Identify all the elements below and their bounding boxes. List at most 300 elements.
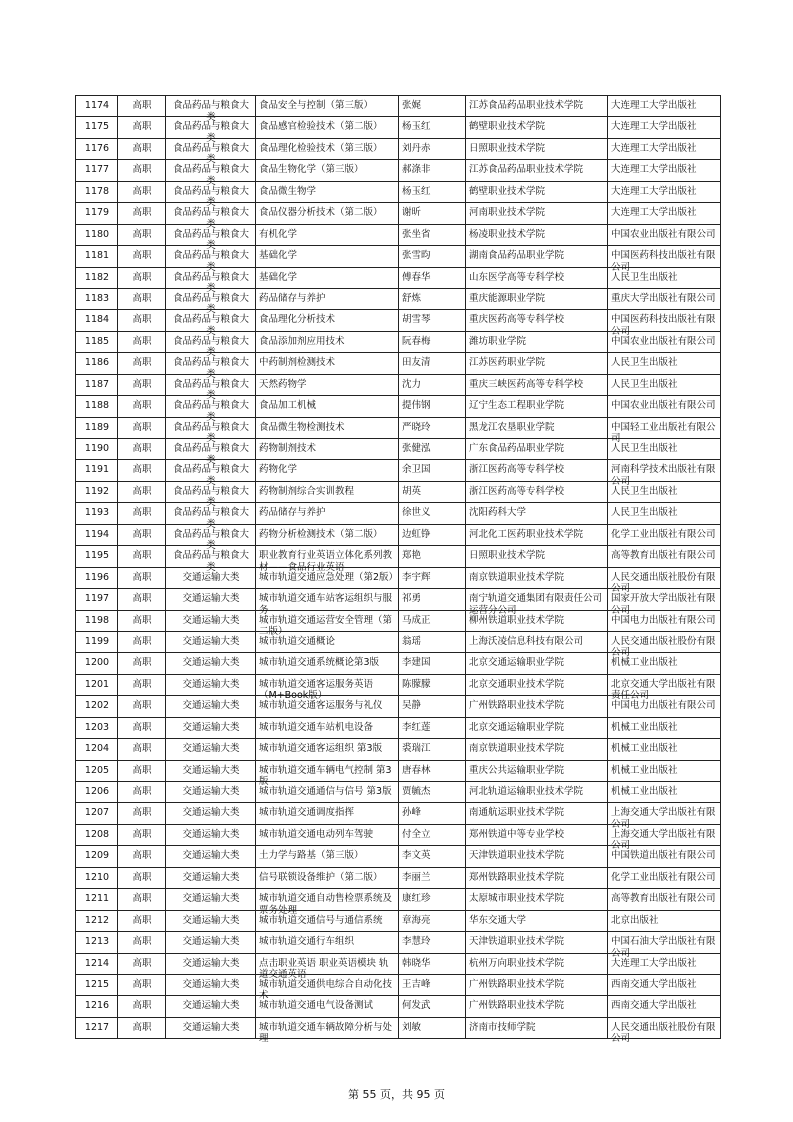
author-cell	[399, 246, 466, 267]
institution: 郑州铁道中等专业学校	[469, 828, 565, 840]
publisher-cell	[608, 867, 721, 888]
author-cell	[399, 396, 466, 417]
institution-cell	[466, 481, 608, 502]
level-cell	[118, 824, 166, 845]
book-title: 食品微生物检测技术	[259, 421, 345, 433]
category-cell	[166, 846, 256, 867]
table-row	[76, 160, 721, 181]
row-number-cell	[76, 589, 118, 610]
row-number: 1195	[84, 550, 110, 562]
category: 交通运输大类	[182, 700, 240, 712]
category-cell	[166, 739, 256, 760]
author: 李慧玲	[402, 936, 431, 948]
publisher: 国家开放大学出版社有限公司	[611, 593, 716, 616]
row-number: 1179	[84, 207, 110, 219]
author-cell	[399, 417, 466, 438]
author: 边虹铮	[402, 528, 431, 540]
author: 贾毓杰	[402, 786, 431, 797]
author-cell	[399, 288, 466, 309]
table-row	[76, 396, 721, 417]
category: 食品药品与粮食大类	[172, 485, 249, 509]
publisher-cell	[608, 674, 721, 702]
publisher: 人民卫生出版社	[611, 271, 678, 283]
publisher: 西南交通大学出版社	[611, 1000, 697, 1012]
publisher-cell	[608, 439, 721, 460]
book-title-cell	[256, 288, 399, 309]
level-cell	[118, 696, 166, 717]
author-cell	[399, 760, 466, 781]
row-number-cell	[76, 96, 118, 117]
publisher-cell	[608, 910, 721, 931]
book-title: 食品仪器分析技术（第二版）	[259, 207, 383, 219]
level-cell	[118, 181, 166, 202]
book-title-cell	[256, 1017, 399, 1045]
book-title: 基础化学	[259, 271, 298, 283]
book-title: 药物分析检测技术（第二版）	[259, 528, 383, 540]
institution-cell	[466, 674, 608, 695]
author-cell	[399, 953, 466, 974]
book-title-cell	[256, 96, 399, 117]
publisher-cell	[608, 310, 721, 337]
row-number-cell	[76, 460, 118, 481]
row-number: 1215	[84, 978, 110, 990]
row-number: 1198	[84, 614, 110, 626]
book-title: 城市轨道交通车辆故障分析与处理	[259, 1021, 393, 1045]
institution-cell	[466, 117, 608, 138]
row-number-cell	[76, 546, 118, 567]
level-cell	[118, 203, 166, 224]
institution: 江苏医药职业学院	[469, 357, 546, 369]
level: 高职	[132, 121, 152, 133]
category: 交通运输大类	[182, 978, 240, 990]
author: 吴静	[402, 700, 422, 712]
book-title-cell	[256, 160, 399, 181]
category: 食品药品与粮食大类	[172, 100, 249, 123]
institution: 天津铁道职业技术学院	[469, 850, 565, 862]
book-title-cell	[256, 481, 399, 502]
institution: 济南市技师学院	[469, 1021, 536, 1033]
level: 高职	[132, 850, 152, 862]
institution: 重庆公共运输职业学院	[469, 764, 565, 776]
publisher-cell	[608, 974, 721, 995]
level-cell	[118, 782, 166, 803]
row-number-cell	[76, 846, 118, 867]
institution: 湖南食品药品职业学院	[469, 250, 565, 262]
publisher-cell	[608, 567, 721, 595]
row-number-cell	[76, 267, 118, 288]
institution-cell	[466, 396, 608, 417]
author: 阮春梅	[402, 335, 431, 347]
institution: 河北轨道运输职业技术学院	[469, 786, 584, 797]
book-title-cell	[256, 932, 399, 953]
book-title-cell	[256, 610, 399, 637]
publisher: 人民交通出版社股份有限公司	[611, 571, 716, 595]
level: 高职	[132, 1021, 152, 1033]
book-title-cell	[256, 396, 399, 417]
category: 食品药品与粮食大类	[172, 550, 249, 573]
publisher: 人民卫生出版社	[611, 357, 678, 369]
institution: 北京交通运输职业学院	[469, 657, 565, 669]
publisher-cell	[608, 160, 721, 181]
category: 食品药品与粮食大类	[172, 443, 249, 466]
author: 翁瑶	[402, 635, 422, 647]
category: 交通运输大类	[182, 850, 240, 862]
category-cell	[166, 310, 256, 337]
table-row	[76, 996, 721, 1017]
row-number: 1208	[84, 828, 110, 840]
row-number: 1174	[84, 100, 110, 111]
table-row	[76, 310, 721, 331]
author: 李宇辉	[402, 571, 431, 583]
institution: 北京交通职业技术学院	[469, 678, 565, 690]
publisher: 北京出版社	[611, 914, 659, 926]
book-title-cell	[256, 460, 399, 481]
row-number: 1205	[84, 764, 110, 776]
publisher: 中国医药科技出版社有限公司	[611, 314, 716, 337]
author-cell	[399, 524, 466, 545]
level: 高职	[132, 807, 152, 819]
table-row	[76, 674, 721, 695]
institution: 广州铁路职业技术学院	[469, 1000, 565, 1012]
institution: 重庆三峡医药高等专科学校	[469, 378, 584, 390]
institution: 辽宁生态工程职业学院	[469, 400, 565, 412]
category-cell	[166, 610, 256, 631]
table-row	[76, 631, 721, 652]
publisher: 人民卫生出版社	[611, 507, 678, 519]
row-number: 1209	[84, 850, 110, 862]
publisher: 大连理工大学出版社	[611, 142, 697, 154]
level: 高职	[132, 443, 152, 454]
publisher: 中国铁道出版社有限公司	[611, 850, 716, 862]
institution-cell	[466, 267, 608, 288]
publisher: 机械工业出版社	[611, 657, 678, 669]
row-number-cell	[76, 181, 118, 202]
level-cell	[118, 96, 166, 117]
category-cell	[166, 996, 256, 1017]
category: 交通运输大类	[182, 764, 240, 776]
level-cell	[118, 288, 166, 309]
category: 食品药品与粮食大类	[172, 528, 249, 552]
book-title: 药物制剂技术	[259, 443, 317, 454]
author: 马成正	[402, 614, 431, 626]
institution: 南通航运职业技术学院	[469, 807, 565, 819]
institution: 南京铁道职业技术学院	[469, 571, 565, 583]
row-number: 1199	[84, 635, 110, 647]
category: 食品药品与粮食大类	[172, 207, 249, 230]
row-number: 1206	[84, 786, 110, 797]
level: 高职	[132, 828, 152, 840]
row-number-cell	[76, 1017, 118, 1038]
institution: 南宁轨道交通集团有限责任公司运营分公司	[469, 593, 603, 616]
publisher-cell	[608, 96, 721, 117]
author-cell	[399, 974, 466, 995]
author: 张雪昀	[402, 250, 431, 262]
institution-cell	[466, 353, 608, 374]
institution-cell	[466, 138, 608, 159]
author-cell	[399, 996, 466, 1017]
table-row	[76, 974, 721, 995]
author: 郑艳	[402, 550, 422, 562]
level: 高职	[132, 786, 152, 797]
table-row	[76, 803, 721, 824]
author: 韩晓华	[402, 957, 431, 969]
category-cell	[166, 1017, 256, 1038]
book-title-cell	[256, 331, 399, 352]
institution: 广州铁路职业技术学院	[469, 978, 565, 990]
publisher-cell	[608, 224, 721, 245]
level-cell	[118, 953, 166, 974]
level-cell	[118, 589, 166, 610]
publisher: 人民交通出版社股份有限公司	[611, 1021, 716, 1045]
book-title-cell	[256, 653, 399, 674]
category: 食品药品与粮食大类	[172, 292, 249, 316]
row-number-cell	[76, 824, 118, 845]
publisher: 大连理工大学出版社	[611, 100, 697, 111]
category-cell	[166, 674, 256, 695]
category-cell	[166, 96, 256, 123]
category-cell	[166, 160, 256, 187]
row-number: 1193	[84, 507, 110, 519]
publisher-cell	[608, 996, 721, 1017]
level-cell	[118, 717, 166, 738]
level: 高职	[132, 914, 152, 926]
institution-cell	[466, 288, 608, 309]
publisher-cell	[608, 631, 721, 659]
book-title-cell	[256, 224, 399, 245]
row-number: 1185	[84, 335, 110, 347]
publisher: 机械工业出版社	[611, 764, 678, 776]
book-title: 药物制剂综合实训教程	[259, 485, 355, 497]
category: 交通运输大类	[182, 721, 240, 733]
book-title: 城市轨道交通电动列车驾驶	[259, 828, 374, 840]
page-footer: 第 55 页，共 95 页	[348, 1088, 445, 1101]
book-title-cell	[256, 889, 399, 916]
row-number-cell	[76, 803, 118, 824]
author: 余卫国	[402, 464, 431, 476]
row-number: 1189	[84, 421, 110, 433]
author: 田友清	[402, 357, 431, 369]
author: 提伟钢	[402, 400, 431, 412]
level: 高职	[132, 550, 152, 562]
row-number-cell	[76, 524, 118, 545]
textbook-table	[75, 95, 721, 1045]
category: 交通运输大类	[182, 828, 240, 840]
institution: 重庆能源职业学院	[469, 292, 546, 304]
category: 食品药品与粮食大类	[172, 228, 249, 252]
level-cell	[118, 996, 166, 1017]
row-number-cell	[76, 117, 118, 138]
row-number-cell	[76, 396, 118, 417]
table-row	[76, 867, 721, 888]
publisher: 机械工业出版社	[611, 721, 678, 733]
author-cell	[399, 203, 466, 224]
institution-cell	[466, 439, 608, 460]
book-title-cell	[256, 717, 399, 738]
institution: 江苏食品药品职业技术学院	[469, 164, 584, 176]
institution-cell	[466, 782, 608, 803]
institution-cell	[466, 696, 608, 717]
row-number-cell	[76, 224, 118, 245]
book-title: 有机化学	[259, 228, 298, 240]
publisher-cell	[608, 803, 721, 830]
institution-cell	[466, 374, 608, 395]
author-cell	[399, 653, 466, 674]
row-number-cell	[76, 782, 118, 803]
book-title: 城市轨道交通车站机电设备	[259, 721, 374, 733]
category: 食品药品与粮食大类	[172, 335, 249, 359]
row-number-cell	[76, 653, 118, 674]
author: 付全立	[402, 828, 431, 840]
book-title-cell	[256, 374, 399, 395]
author-cell	[399, 910, 466, 931]
author-cell	[399, 610, 466, 631]
institution-cell	[466, 1017, 608, 1038]
book-title: 食品理化检验技术（第三版）	[259, 142, 383, 154]
level-cell	[118, 567, 166, 588]
author: 李红莲	[402, 721, 431, 733]
level: 高职	[132, 464, 152, 476]
institution-cell	[466, 739, 608, 760]
level-cell	[118, 160, 166, 181]
institution: 河南职业技术学院	[469, 207, 546, 219]
institution: 上海沃凌信息科技有限公司	[469, 635, 584, 647]
publisher-cell	[608, 288, 721, 309]
author-cell	[399, 224, 466, 245]
category: 食品药品与粮食大类	[172, 507, 249, 530]
author-cell	[399, 567, 466, 588]
row-number: 1210	[84, 871, 110, 883]
author: 杨玉红	[402, 185, 431, 197]
publisher: 中国电力出版社有限公司	[611, 614, 716, 626]
author-cell	[399, 889, 466, 910]
level-cell	[118, 760, 166, 781]
level: 高职	[132, 1000, 152, 1012]
institution: 鹤壁职业技术学院	[469, 121, 546, 133]
table-row	[76, 782, 721, 803]
publisher-cell	[608, 417, 721, 445]
book-title-cell	[256, 996, 399, 1017]
book-title-cell	[256, 503, 399, 524]
institution-cell	[466, 803, 608, 824]
institution: 太原城市职业技术学院	[469, 893, 565, 905]
table-row	[76, 524, 721, 545]
institution-cell	[466, 996, 608, 1017]
category-cell	[166, 696, 256, 717]
author-cell	[399, 1017, 466, 1038]
author-cell	[399, 181, 466, 202]
author-cell	[399, 546, 466, 567]
category: 交通运输大类	[182, 893, 240, 905]
book-title: 城市轨道交通客运服务与礼仪	[259, 700, 383, 712]
table-row	[76, 546, 721, 567]
author: 孙峰	[402, 807, 422, 819]
book-title-cell	[256, 417, 399, 438]
author-cell	[399, 353, 466, 374]
level-cell	[118, 610, 166, 631]
level-cell	[118, 224, 166, 245]
category: 交通运输大类	[182, 593, 240, 605]
row-number-cell	[76, 953, 118, 974]
book-title-cell	[256, 181, 399, 202]
book-title: 城市轨道交通通信与信号 第3版	[259, 786, 392, 797]
book-title: 城市轨道交通系统概论第3版	[259, 657, 380, 669]
table-row	[76, 1017, 721, 1038]
institution: 杨凌职业技术学院	[469, 228, 546, 240]
category: 食品药品与粮食大类	[172, 464, 249, 487]
author: 严晓玲	[402, 421, 431, 433]
table-row	[76, 846, 721, 867]
publisher: 中国农业出版社有限公司	[611, 228, 716, 240]
level: 高职	[132, 207, 152, 219]
level: 高职	[132, 593, 152, 605]
publisher: 中国医药科技出版社有限公司	[611, 250, 716, 273]
level-cell	[118, 331, 166, 352]
institution-cell	[466, 96, 608, 117]
category-cell	[166, 824, 256, 845]
level: 高职	[132, 871, 152, 883]
row-number-cell	[76, 760, 118, 781]
book-title: 食品添加剂应用技术	[259, 335, 345, 347]
institution: 郑州铁路职业技术学院	[469, 871, 565, 883]
level: 高职	[132, 507, 152, 519]
author-cell	[399, 503, 466, 524]
level: 高职	[132, 185, 152, 197]
publisher-cell	[608, 546, 721, 567]
table-row	[76, 889, 721, 910]
author-cell	[399, 267, 466, 288]
table-row	[76, 653, 721, 674]
institution-cell	[466, 717, 608, 738]
publisher: 大连理工大学出版社	[611, 185, 697, 197]
table-row	[76, 138, 721, 159]
publisher-cell	[608, 181, 721, 202]
institution-cell	[466, 310, 608, 331]
author: 徐世义	[402, 507, 431, 519]
level: 高职	[132, 614, 152, 626]
author: 沈力	[402, 378, 422, 390]
author: 康红珍	[402, 893, 431, 905]
institution-cell	[466, 567, 608, 588]
category: 交通运输大类	[182, 1000, 240, 1012]
level: 高职	[132, 571, 152, 583]
institution: 南京铁道职业技术学院	[469, 743, 565, 755]
institution-cell	[466, 503, 608, 524]
level: 高职	[132, 292, 152, 304]
row-number-cell	[76, 932, 118, 953]
category-cell	[166, 653, 256, 674]
level: 高职	[132, 228, 152, 240]
level-cell	[118, 867, 166, 888]
row-number-cell	[76, 910, 118, 931]
author-cell	[399, 739, 466, 760]
author: 舒炼	[402, 292, 422, 304]
publisher: 大连理工大学出版社	[611, 164, 697, 176]
institution-cell	[466, 589, 608, 616]
row-number-cell	[76, 867, 118, 888]
table-row	[76, 353, 721, 374]
row-number: 1213	[84, 936, 110, 948]
level-cell	[118, 353, 166, 374]
book-title-cell	[256, 782, 399, 803]
category-cell	[166, 953, 256, 974]
row-number: 1178	[84, 185, 110, 197]
level-cell	[118, 374, 166, 395]
level: 高职	[132, 164, 152, 176]
row-number: 1187	[84, 378, 110, 390]
category-cell	[166, 717, 256, 738]
author-cell	[399, 589, 466, 610]
book-title: 城市轨道交通车站客运组织与服务	[259, 593, 393, 616]
